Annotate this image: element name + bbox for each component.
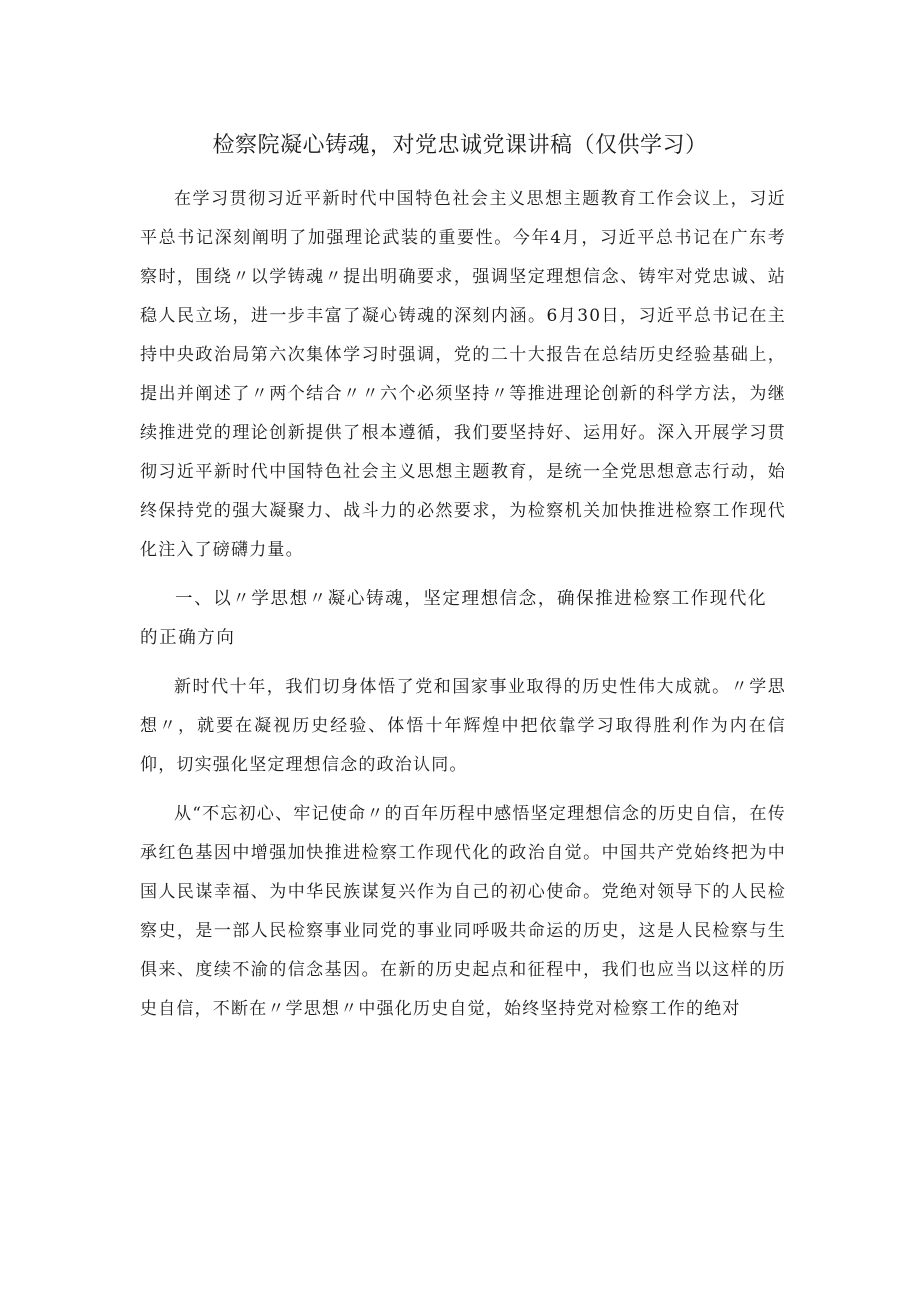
paragraph-section-1-a: 新时代十年，我们切身体悟了党和国家事业取得的历史性伟大成就。〃学思想〃，就要在凝视历史经验、体悟十年辉煌中把依靠学习取得胜利作为内在信仰，切实强化坚定理想信念的政治认同。 (140, 677, 786, 775)
paragraph-intro: 在学习贯彻习近平新时代中国特色社会主义思想主题教育工作会议上，习近平总书记深刻阐明了加强理论武装的重要性。今年4月，习近平总书记在广东考察时，围绕〃以学铸魂〃提出明确要求，强调坚定理想信念、铸牢对党忠诚、站稳人民立场，进一步丰富了凝心铸魂的深刻内涵。6月30日，习近平总书记在主持中央政治局第六次集体学习时强调，党的二十大报告在总结历史经验基础上，提出并阐述了〃两个结合〃〃六个必须坚持〃等推进理论创新的科学方法，为继续推进党的理论创新提供了根本遵循，我们要坚持好、运用好。深入开展学习贯彻习近平新时代中国特色社会主义思想主题教育，是统一全党思想意志行动，始终保持党的强大凝聚力、战斗力的必然要求，为检察机关加快推进检察工作现代化注入了磅礴力量。 (140, 189, 786, 560)
section-heading-1: 一、以〃学思想〃凝心铸魂，坚定理想信念，确保推进检察工作现代化的正确方向 (140, 589, 768, 648)
paragraph-section-1-b: 从“不忘初心、牢记使命〃的百年历程中感悟坚定理想信念的历史自信，在传承红色基因中增强加快推进检察工作现代化的政治自觉。中国共产党始终把为中国人民谋幸福、为中华民族谋复兴作为自己的初心使命。党绝对领导下的人民检察史，是一部人民检察事业同党的事业同呼吸共命运的历史，这是人民检察与生俱来、度续不渝的信念基因。在新的历史起点和征程中，我们也应当以这样的历史自信，不断在〃学思想〃中强化历史自觉，始终坚持党对检察工作的绝对 (140, 804, 786, 1019)
document-body (140, 180, 786, 1029)
document-title: 检察院凝心铸魂，对党忠诚党课讲稿（仅供学习） (212, 133, 708, 158)
